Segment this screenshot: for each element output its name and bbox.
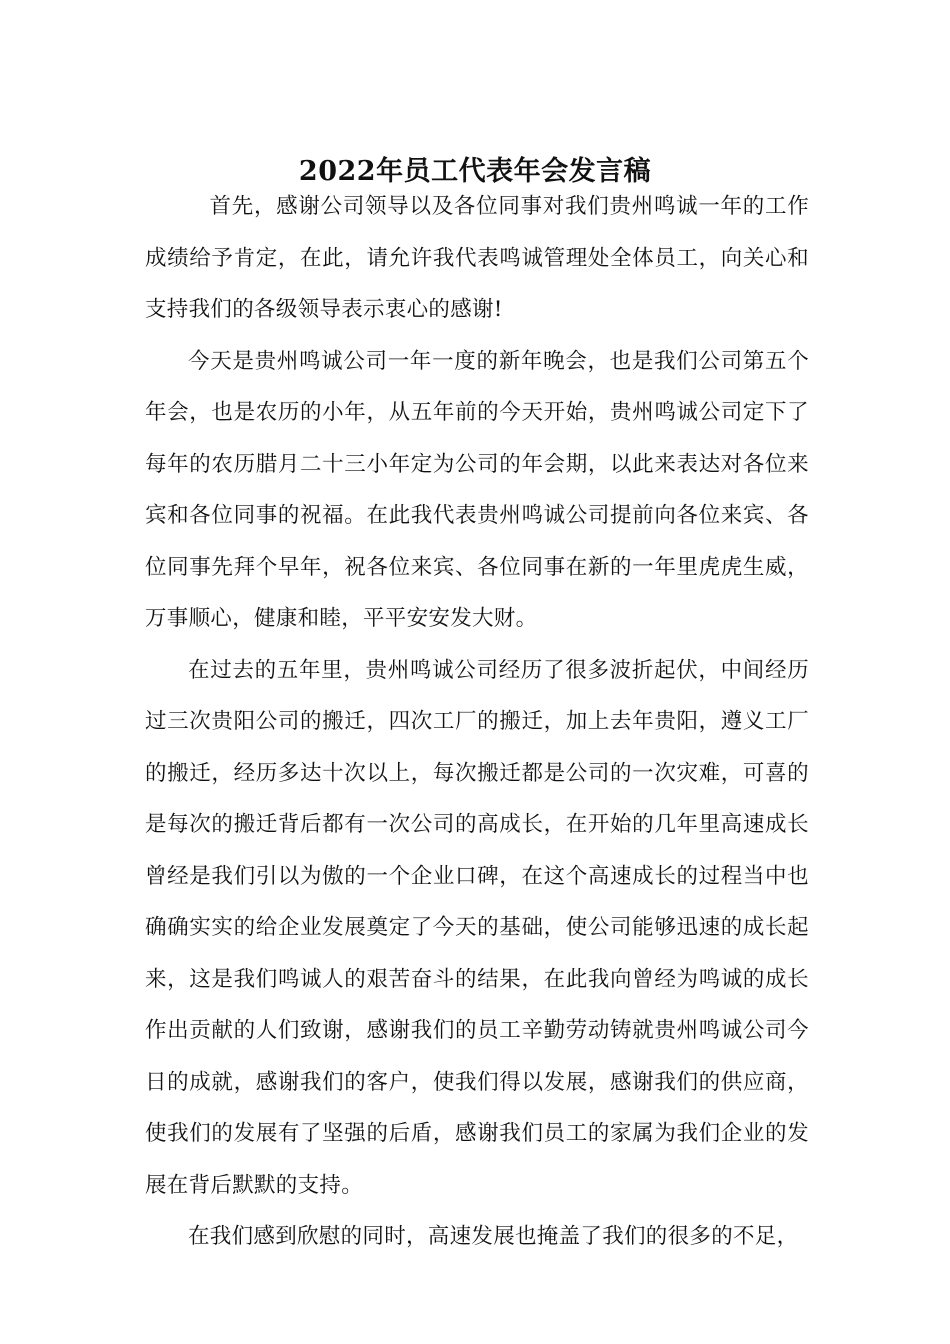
paragraph-3: 在过去的五年里，贵州鸣诚公司经历了很多波折起伏，中间经历过三次贵阳公司的搬迁，四次工厂的搬迁，加上去年贵阳，遵义工厂的搬迁，经历多达十次以上，每次搬迁都是公司的一次灾难，可喜的是每次的搬迁背后都有一次公司的高成长，在开始的几年里高速成长曾经是我们引以为傲的一个企业口碑，在这个高速成长的过程当中也确确实实的给企业发展奠定了今天的基础，使公司能够迅速的成长起来，这是我们鸣诚人的艰苦奋斗的结果，在此我向曾经为鸣诚的成长作出贡献的人们致谢，感谢我们的员工辛勤劳动铸就贵州鸣诚公司今日的成就，感谢我们的客户，使我们得以发展，感谢我们的供应商， 使我们的发展有了坚强的后盾，感谢我们员工的家属为我们企业的发展在背后默默的支持。 <box>145 657 809 1198</box>
document-title: 2022年员工代表年会发言稿 <box>298 156 652 188</box>
document-body <box>145 181 809 1263</box>
paragraph-2: 今天是贵州鸣诚公司一年一度的新年晚会，也是我们公司第五个年会，也是农历的小年，从五年前的今天开始，贵州鸣诚公司定下了每年的农历腊月二十三小年定为公司的年会期，以此来表达对各位来宾和各位同事的祝福。在此我代表贵州鸣诚公司提前向各位来宾、各位同事先拜个早年，祝各位来宾、各位同事在新的一年里虎虎生威，万事顺心，健康和睦，平平安安发大财。 <box>145 348 809 631</box>
paragraph-4: 在我们感到欣慰的同时，高速发展也掩盖了我们的很多的不足， <box>188 1224 799 1249</box>
paragraph-1: 首先，感谢公司领导以及各位同事对我们贵州鸣诚一年的工作成绩给予肯定，在此，请允许我代表鸣诚管理处全体员工，向关心和支持我们的各级领导表示衷心的感谢! <box>145 194 809 322</box>
